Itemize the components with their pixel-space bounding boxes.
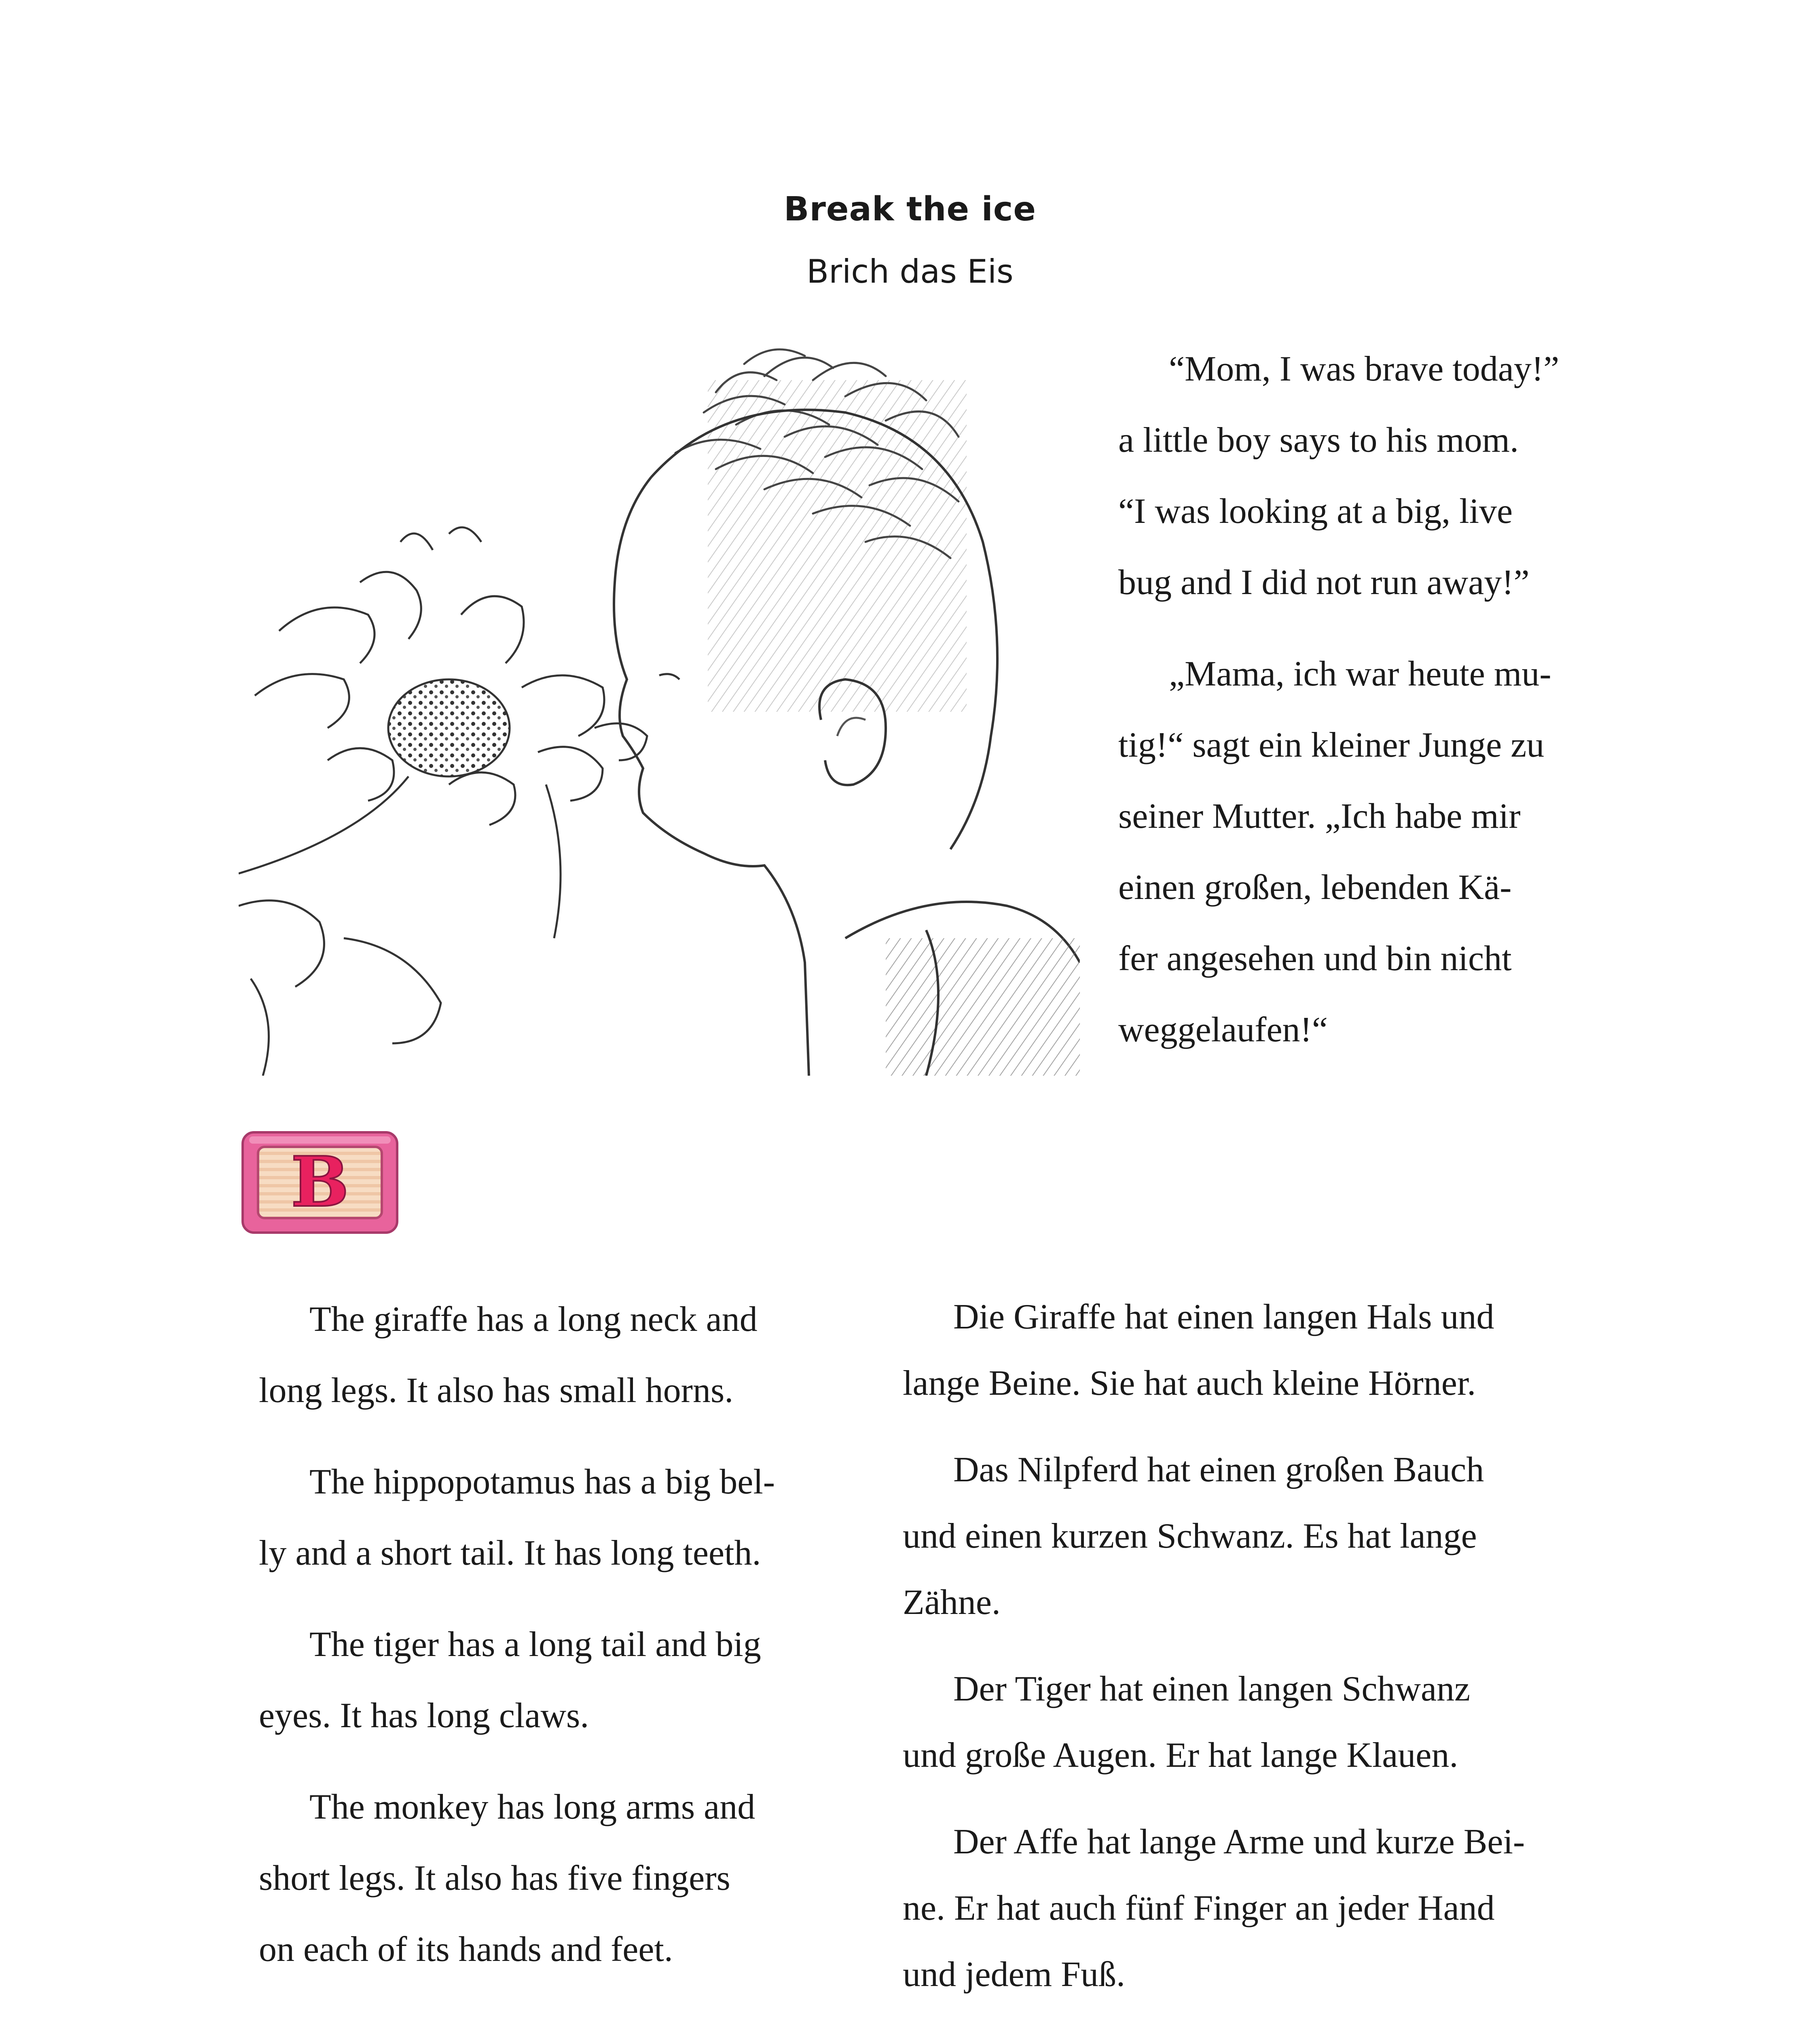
english-paragraph-monkey: The monkey has long arms and short legs. It also has five fingers on each of its hands and feet. [259,1787,756,1969]
english-paragraph-tiger: The tiger has a long tail and big eyes. It has long claws. [259,1625,761,1735]
german-paragraph-giraffe: Die Giraffe hat einen langen Hals und lange Beine. Sie hat auch kleine Hörner. [903,1297,1494,1403]
story-english: “Mom, I was brave today!” a little boy says to his mom. “I was looking at a big, live bug and I did not run away!” [1118,349,1560,602]
german-column [903,1284,1639,2022]
page-subtitle: Brich das Eis [806,253,1014,290]
german-paragraph-nilpferd: Das Nilpferd hat einen großen Bauch und einen kurzen Schwanz. Es hat lange Zähne. [903,1450,1484,1622]
english-column [259,1284,874,2005]
page-title: Break the ice [783,190,1037,228]
story-text [1118,334,1632,1086]
boy-smelling-flower-sketch-icon [239,332,1080,1076]
german-paragraph-affe: Der Affe hat lange Arme und kurze Bei- ne. Er hat auch fünf Finger an jeder Hand und jedem Fuß. [903,1822,1525,1994]
german-paragraph-tiger: Der Tiger hat einen langen Schwanz und große Augen. Er hat lange Klauen. [903,1669,1471,1775]
english-paragraph-hippopotamus: The hippopotamus has a big bel- ly and a short tail. It has long teeth. [259,1462,775,1573]
letter-b-block-icon [241,1131,399,1234]
letter-b: B [291,1142,349,1223]
english-paragraph-giraffe: The giraffe has a long neck and long legs. It also has small horns. [259,1300,758,1410]
story-german: „Mama, ich war heute mu- tig!“ sagt ein kleiner Junge zu seiner Mutter. „Ich habe mir einen großen, lebenden Kä- fer angesehen und bin nicht weggelaufen!“ [1118,654,1551,1049]
